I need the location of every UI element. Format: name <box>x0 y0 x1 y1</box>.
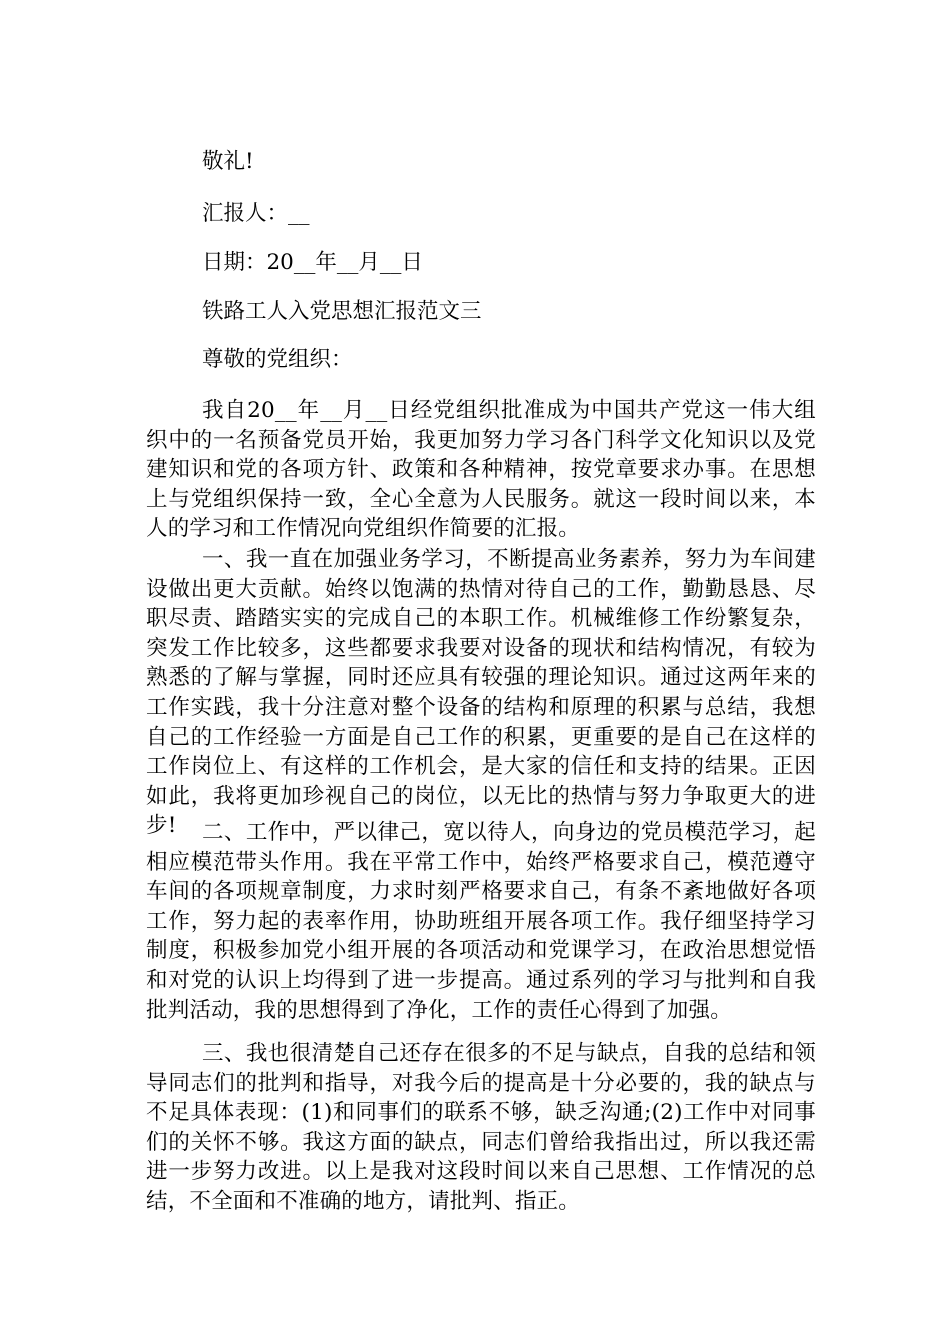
paragraph-3: 二、工作中，严以律己，宽以待人，向身边的党员模范学习，起相应模范带头作用。我在平常工作中，始终严格要求自己，模范遵守车间的各项规章制度，力求时刻严格要求自己，有条不紊地做好各项工作，努力起的表率作用，协助班组开展各项工作。我仔细坚持学习制度，积极参加党小组开展的各项活动和党课学习，在政治思想觉悟和对党的认识上均得到了进一步提高。通过系列的学习与批判和自我批判活动，我的思想得到了净化，工作的责任心得到了加强。 <box>146 820 816 1023</box>
greeting: 尊敬的党组织： <box>202 347 353 372</box>
reporter-line: 汇报人：__ <box>202 201 310 226</box>
paragraph-2: 一、我一直在加强业务学习，不断提高业务素养，努力为车间建设做出更大贡献。始终以饱满的热情对待自己的工作，勤勤恳恳、尽职尽责、踏踏实实的完成自己的本职工作。机械维修工作纷繁复杂，突发工作比较多，这些都要求我要对设备的现状和结构情况，有较为熟悉的了解与掌握，同时还应具有较强的理论知识。通过这两年来的工作实践，我十分注意对整个设备的结构和原理的积累与总结，我想自己的工作经验一方面是自己工作的积累，更重要的是自己在这样的工作岗位上、有这样的工作机会，是大家的信任和支持的结果。正因如此，我将更加珍视自己的岗位，以无比的热情与努力争取更大的进步! <box>146 547 816 839</box>
closing-salute: 敬礼! <box>202 149 254 174</box>
paragraph-4: 三、我也很清楚自己还存在很多的不足与缺点，自我的总结和领导同志们的批判和指导，对我今后的提高是十分必要的，我的缺点与不足具体表现：(1)和同事们的联系不够，缺乏沟通;(2)工作中对同事们的关怀不够。我这方面的缺点，同志们曾给我指出过，所以我还需进一步努力改进。以上是我对这段时间以来自己思想、工作情况的总结，不全面和不准确的地方，请批判、指正。 <box>146 1041 816 1214</box>
paragraph-1: 我自20__年__月__日经党组织批准成为中国共产党这一伟大组织中的一名预备党员开始，我更加努力学习各门科学文化知识以及党建知识和党的各项方针、政策和各种精神，按党章要求办事。在思想上与党组织保持一致，全心全意为人民服务。就这一段时间以来，本人的学习和工作情况向党组织作简要的汇报。 <box>146 398 816 542</box>
date-line: 日期：20__年__月__日 <box>202 250 423 275</box>
document-title: 铁路工人入党思想汇报范文三 <box>202 299 482 324</box>
